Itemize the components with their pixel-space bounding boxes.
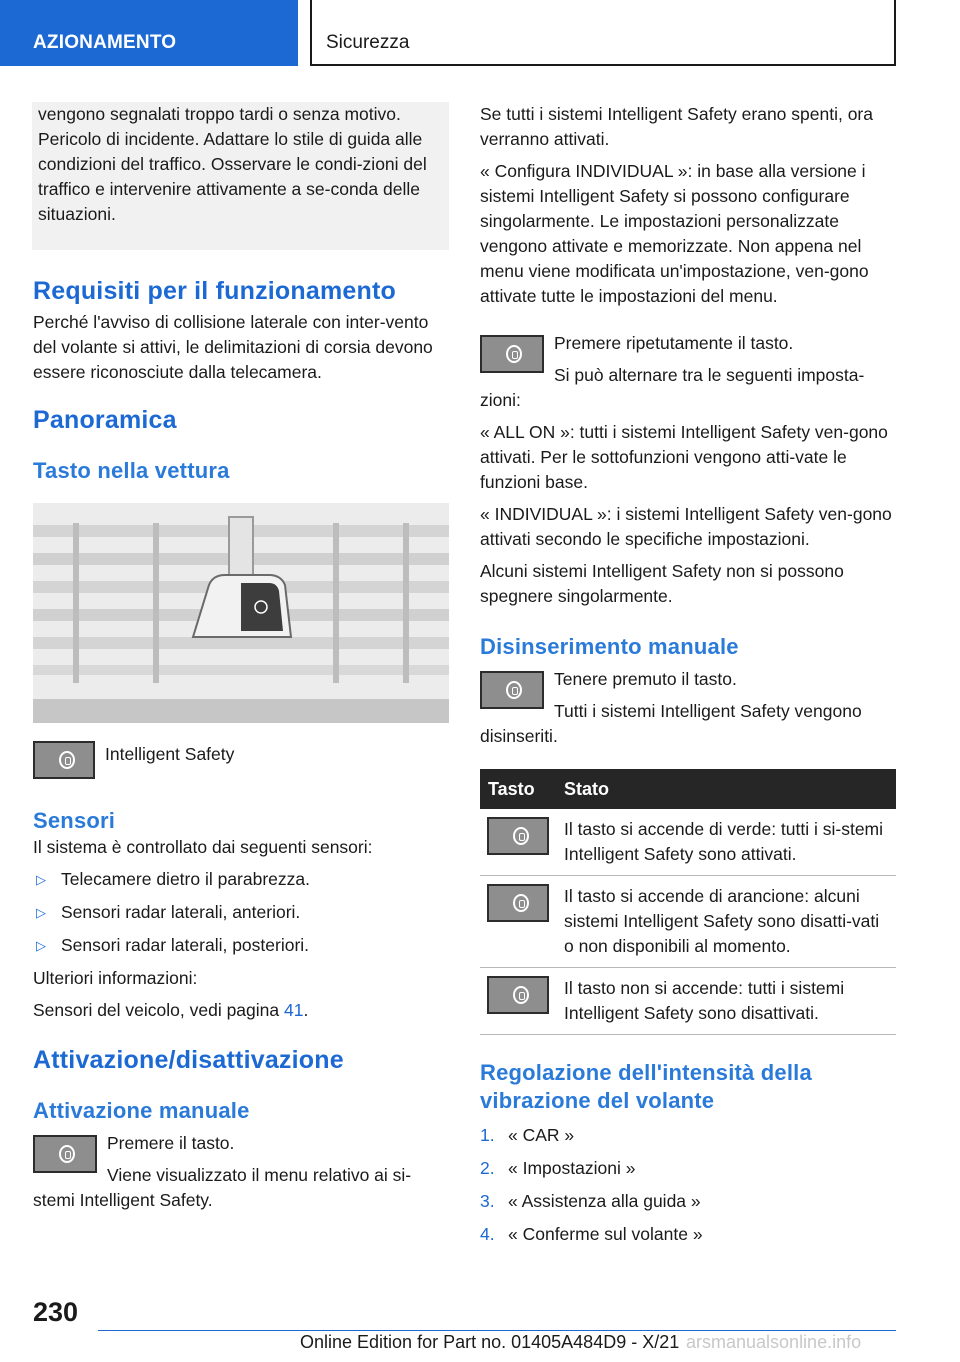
button-heading: Tasto nella vettura	[33, 458, 230, 483]
intelligent-safety-button-icon	[487, 817, 549, 855]
activation-heading: Attivazione/disattivazione	[33, 1046, 344, 1074]
chapter-title: Sicurezza	[310, 0, 896, 66]
table-header-row	[480, 769, 896, 809]
bullet-triangle-icon: ▷	[36, 905, 46, 920]
table-row	[480, 968, 896, 1035]
list-item: ▷ Telecamere dietro il parabrezza.	[33, 867, 449, 892]
intelligent-safety-button-icon	[33, 1135, 97, 1173]
sensors-intro: Il sistema è controllato dai seguenti sensori:	[33, 837, 373, 857]
vibration-steps-list	[480, 1123, 896, 1247]
right-column	[480, 102, 896, 1255]
page-number: 230	[33, 1297, 79, 1327]
left-column	[33, 102, 449, 1220]
intelligent-safety-button-icon	[33, 741, 95, 779]
table-row	[480, 876, 896, 968]
individual-config-text: « Configura INDIVIDUAL »: in base alla versione i sistemi Intelligent Safety si possono configurare singolarmente. Le impostazioni personalizzate vengono attivate e memorizzate. Non appena nel menu viene modificata un'impostazione, ven-gono attivate tutte le impostazioni del menu.	[480, 161, 869, 306]
button-caption: Intelligent Safety	[105, 744, 235, 764]
list-item: ▷ Sensori radar laterali, anteriori.	[33, 900, 449, 925]
switch-between-text: Si può alternare tra le seguenti imposta-zioni:	[480, 365, 865, 410]
table-row	[480, 809, 896, 876]
table-header-state: Stato	[556, 769, 896, 809]
overview-heading: Panoramica	[33, 406, 177, 434]
individual-text: « INDIVIDUAL »: i sistemi Intelligent Safety ven-gono attivati secondo le specifiche impostazioni.	[480, 504, 892, 549]
more-info-label: Ulteriori informazioni:	[33, 968, 198, 988]
grille-illustration	[33, 503, 449, 723]
section-tab: AZIONAMENTO	[0, 0, 298, 66]
list-item: 1. « CAR »	[480, 1125, 575, 1145]
footer-divider	[98, 1330, 896, 1331]
intelligent-safety-button-icon	[487, 884, 549, 922]
list-item: 3. « Assistenza alla guida »	[480, 1191, 701, 1211]
sensors-list	[33, 867, 449, 958]
press-repeatedly-block	[480, 331, 896, 413]
bullet-triangle-icon: ▷	[36, 938, 46, 953]
off-on-text: Se tutti i sistemi Intelligent Safety erano spenti, ora verranno attivati.	[480, 104, 873, 149]
manual-activation-heading: Attivazione manuale	[33, 1098, 250, 1123]
intelligent-safety-button-icon	[480, 671, 544, 709]
page-header	[0, 0, 960, 66]
menu-displayed-text: Viene visualizzato il menu relativo ai si-stemi Intelligent Safety.	[33, 1165, 412, 1210]
table-cell-state: Il tasto si accende di verde: tutti i si-stemi Intelligent Safety sono attivati.	[556, 809, 896, 876]
table-cell-state: Il tasto non si accende: tutti i sistemi Intelligent Safety sono disattivati.	[556, 968, 896, 1035]
list-item: 2. « Impostazioni »	[480, 1158, 636, 1178]
list-item: ▷ Sensori radar laterali, posteriori.	[33, 933, 449, 958]
manual-off-heading: Disinserimento manuale	[480, 634, 739, 659]
hold-button-text: Tenere premuto il tasto.	[554, 669, 737, 689]
warning-text: vengono segnalati troppo tardi o senza motivo. Pericolo di incidente. Adattare lo stile di guida alle condizioni del traffico. Osservare le condi-zioni del traffico e intervenire attivamente a se-conda delle situazioni.	[38, 104, 427, 224]
vehicle-button-photo	[33, 503, 449, 723]
page-link[interactable]: 41	[284, 1000, 304, 1020]
watermark: arsmanualsonline.info	[686, 1332, 862, 1352]
button-caption-row	[33, 741, 449, 779]
requirements-text: Perché l'avviso di collisione laterale con inter-vento del volante si attivi, le delimitazioni di corsia devono essere riconosciute dalla telecamera.	[33, 312, 433, 382]
table-header-button: Tasto	[480, 769, 556, 809]
press-repeatedly-text: Premere ripetutamente il tasto.	[554, 333, 794, 353]
edition-text: Online Edition for Part no. 01405A484D9 - X/21	[300, 1332, 680, 1352]
press-button-text: Premere il tasto.	[107, 1133, 235, 1153]
all-off-text: Tutti i sistemi Intelligent Safety vengono disinseriti.	[480, 701, 862, 746]
sensors-heading: Sensori	[33, 808, 116, 833]
manual-activation-block	[33, 1131, 449, 1213]
some-systems-text: Alcuni sistemi Intelligent Safety non si possono spegnere singolarmente.	[480, 561, 844, 606]
requirements-heading: Requisiti per il funzionamento	[33, 277, 396, 305]
button-state-table	[480, 769, 896, 1035]
intelligent-safety-button-icon	[480, 335, 544, 373]
vibration-heading: Regolazione dell'intensità della vibrazione del volante	[480, 1060, 812, 1113]
sensors-reference: Sensori del veicolo, vedi pagina 41.	[33, 1000, 309, 1020]
bullet-triangle-icon: ▷	[36, 872, 46, 887]
warning-box	[32, 102, 449, 250]
all-on-text: « ALL ON »: tutti i sistemi Intelligent Safety ven-gono attivati. Per le sottofunzioni vengono atti-vate le funzioni base.	[480, 422, 888, 492]
table-cell-state: Il tasto si accende di arancione: alcuni sistemi Intelligent Safety sono disatti-vati o non disponibili al momento.	[556, 876, 896, 968]
intelligent-safety-button-icon	[487, 976, 549, 1014]
manual-off-block	[480, 667, 896, 749]
list-item: 4. « Conferme sul volante »	[480, 1224, 703, 1244]
